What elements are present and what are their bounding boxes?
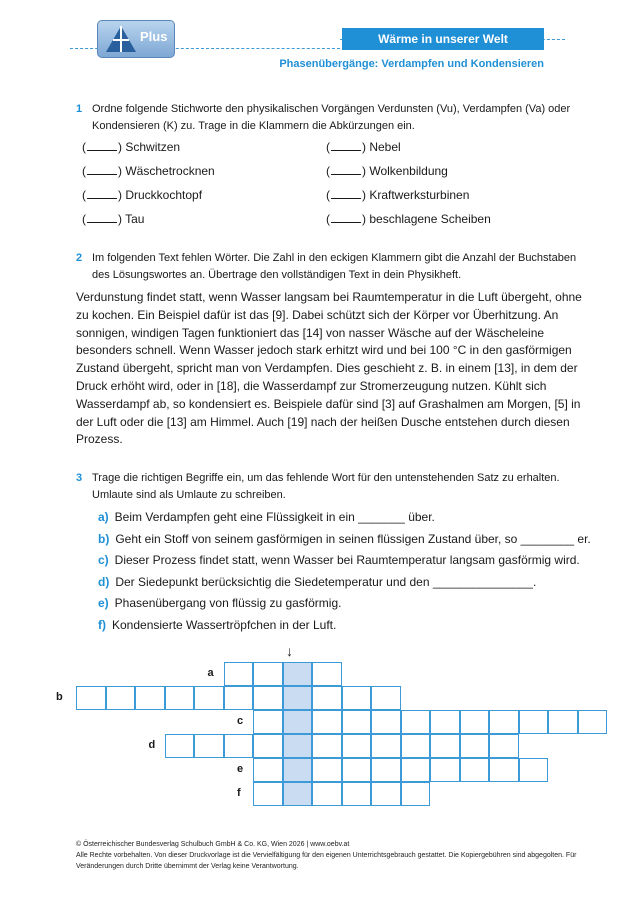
- task1-left-item: [82, 212, 144, 226]
- crossword-cell[interactable]: [342, 686, 372, 710]
- close-bracket: ): [118, 188, 126, 202]
- question-text: Der Siedepunkt berücksichtig die Siedetemperatur und den _______________.: [115, 574, 537, 589]
- task3-instruction-line2: Umlaute sind als Umlaute zu schreiben.: [92, 489, 286, 501]
- answer-blank[interactable]: [331, 188, 361, 199]
- crossword-cell[interactable]: [312, 782, 342, 806]
- plus-logo: [97, 20, 175, 58]
- crossword-cell[interactable]: [224, 734, 254, 758]
- question-letter: f): [98, 617, 106, 632]
- crossword-cell[interactable]: [342, 782, 372, 806]
- task3-question: [98, 510, 435, 524]
- crossword-cell[interactable]: [194, 686, 224, 710]
- crossword-cell[interactable]: [342, 758, 372, 782]
- task1-left-item: [82, 188, 202, 202]
- crossword-cell[interactable]: [135, 686, 165, 710]
- open-bracket: (: [82, 164, 86, 178]
- task1-left-item: [82, 164, 215, 178]
- open-bracket: (: [326, 140, 330, 154]
- solution-cell[interactable]: [283, 782, 313, 806]
- task3-question: [98, 618, 336, 632]
- question-letter: a): [98, 510, 109, 524]
- crossword-cell[interactable]: [460, 758, 490, 782]
- answer-blank[interactable]: [87, 188, 117, 199]
- task1-item-label: Wolkenbildung: [369, 164, 448, 178]
- crossword-cell[interactable]: [342, 734, 372, 758]
- crossword-cell[interactable]: [224, 686, 254, 710]
- crossword-cell[interactable]: [371, 782, 401, 806]
- open-bracket: (: [82, 212, 86, 226]
- footer-rights: Alle Rechte vorbehalten. Von dieser Druckvorlage ist die Vervielfältigung für den eigenen Unterrichtsgebrauch gestattet. Die Kopiergebühren sind abgegolten. Für: [76, 852, 577, 859]
- solution-cell[interactable]: [283, 662, 313, 686]
- triangle-logo-icon: [104, 24, 138, 54]
- open-bracket: (: [82, 188, 86, 202]
- task1-item-label: beschlagene Scheiben: [369, 212, 491, 226]
- footer: [76, 839, 596, 872]
- answer-blank[interactable]: [331, 212, 361, 223]
- crossword-row-label: a: [207, 667, 214, 679]
- crossword-row-label: c: [237, 715, 244, 727]
- crossword-row-label: e: [237, 763, 244, 775]
- crossword-cell[interactable]: [489, 734, 519, 758]
- task1-left-item: [82, 140, 180, 154]
- page-title: Wärme in unserer Welt: [342, 28, 544, 50]
- task3-question: [98, 553, 580, 567]
- close-bracket: ): [118, 212, 126, 226]
- crossword-cell[interactable]: [401, 710, 431, 734]
- task1-item-label: Tau: [125, 212, 145, 226]
- footer-copyright: © Österreichischer Bundesverlag Schulbuch GmbH & Co. KG, Wien 2026 | www.oebv.at: [76, 841, 350, 848]
- crossword-cell[interactable]: [224, 662, 254, 686]
- crossword-cell[interactable]: [519, 710, 549, 734]
- close-bracket: ): [362, 140, 370, 154]
- crossword-cell[interactable]: [312, 710, 342, 734]
- crossword-cell[interactable]: [165, 734, 195, 758]
- crossword-cell[interactable]: [401, 734, 431, 758]
- logo-label: Plus: [140, 29, 168, 44]
- crossword-cell[interactable]: [548, 710, 578, 734]
- solution-cell[interactable]: [283, 686, 313, 710]
- crossword-cell[interactable]: [430, 758, 460, 782]
- question-letter: e): [98, 596, 109, 610]
- crossword-cell[interactable]: [194, 734, 224, 758]
- task1-instruction-line2: Kondensieren (K) zu. Trage in die Klammern die Abkürzungen ein.: [92, 120, 415, 132]
- task3-instruction-line1: Trage die richtigen Begriffe ein, um das fehlende Wort für den untenstehenden Satz zu erhalten.: [92, 472, 560, 484]
- close-bracket: ): [362, 188, 370, 202]
- crossword-cell[interactable]: [489, 758, 519, 782]
- task2-instruction-line1: Im folgenden Text fehlen Wörter. Die Zahl in den eckigen Klammern gibt die Anzahl der Buchstaben: [92, 252, 577, 264]
- crossword-cell[interactable]: [253, 734, 283, 758]
- crossword-row-label: b: [56, 691, 63, 703]
- task3-instruction: [76, 470, 586, 501]
- task3-question: [98, 532, 591, 546]
- task1-item-label: Schwitzen: [125, 140, 181, 154]
- crossword-cell[interactable]: [401, 782, 431, 806]
- crossword-cell[interactable]: [253, 686, 283, 710]
- crossword-cell[interactable]: [253, 710, 283, 734]
- task3-question: [98, 575, 536, 589]
- task1-right-item: [326, 188, 469, 202]
- task1-right-item: [326, 164, 448, 178]
- footer-disclaimer: Veränderungen durch Dritte übernimmt der Verlag keine Verantwortung.: [76, 863, 299, 870]
- task3-question: [98, 596, 341, 610]
- crossword-cell[interactable]: [342, 710, 372, 734]
- task3-number: 3: [76, 472, 83, 484]
- crossword-cell[interactable]: [312, 758, 342, 782]
- question-text: Phasenübergang von flüssig zu gasförmig.: [114, 596, 342, 610]
- answer-blank[interactable]: [87, 140, 117, 151]
- close-bracket: ): [118, 140, 126, 154]
- crossword-cell[interactable]: [460, 734, 490, 758]
- close-bracket: ): [362, 164, 370, 178]
- solution-cell[interactable]: [283, 758, 313, 782]
- crossword-cell[interactable]: [371, 734, 401, 758]
- question-text: Dieser Prozess findet statt, wenn Wasser bei Raumtemperatur langsam gasförmig wird.: [114, 553, 580, 567]
- close-bracket: ): [118, 164, 126, 178]
- crossword-cell[interactable]: [519, 758, 549, 782]
- answer-blank[interactable]: [87, 212, 117, 223]
- task1-instruction: [76, 101, 586, 132]
- crossword-cell[interactable]: [312, 734, 342, 758]
- crossword-cell[interactable]: [371, 710, 401, 734]
- task1-right-item: [326, 212, 491, 226]
- crossword-cell[interactable]: [430, 710, 460, 734]
- answer-blank[interactable]: [87, 164, 117, 175]
- solution-cell[interactable]: [283, 710, 313, 734]
- question-letter: b): [98, 531, 110, 546]
- task1-item-label: Nebel: [369, 140, 401, 154]
- crossword-cell[interactable]: [371, 686, 401, 710]
- task1-item-label: Kraftwerksturbinen: [369, 188, 470, 202]
- close-bracket: ): [362, 212, 370, 226]
- crossword-cell[interactable]: [106, 686, 136, 710]
- question-letter: c): [98, 553, 109, 567]
- crossword-cell[interactable]: [165, 686, 195, 710]
- task2-instruction-line2: des Lösungswortes an. Übertrage den vollständigen Text in dein Physikheft.: [92, 269, 462, 281]
- open-bracket: (: [326, 212, 330, 226]
- question-text: Kondensierte Wassertröpfchen in der Luft.: [112, 617, 337, 632]
- question-letter: d): [98, 574, 110, 589]
- crossword-cell[interactable]: [312, 686, 342, 710]
- task2-instruction: [76, 250, 586, 281]
- task1-item-label: Wäschetrocknen: [125, 164, 215, 178]
- crossword-cell[interactable]: [401, 758, 431, 782]
- question-text: Geht ein Stoff von seinem gasförmigen in seinen flüssigen Zustand über, so ________ er.: [115, 531, 591, 546]
- crossword-row-label: f: [237, 787, 241, 799]
- crossword-cell[interactable]: [460, 710, 490, 734]
- task2-cloze-text: Verdunstung findet statt, wenn Wasser langsam bei Raumtemperatur in die Luft übergeht, ohne zu kochen. Ein Beispiel dafür ist das [9]. Dabei schützt sich der Körper vor Überhitzung. An sonnigen, windigen Tagen funktioniert das [14] von nasser Wäsche auf der Wäscheleine besonders schnell. Wenn Wasser jedoch stark erhitzt wird und bei 100 °C in den gasförmigen Zustand übergeht, spricht man von Verdampfen. Dies geschieht z. B. in einem [13], in dem der Druck erhöht wird, oder in [18], die Wasserdampf zur Stromerzeugung nutzen. Kühlt sich Wasserdampf ab, so kondensiert es. Beispiele dafür sind [3] auf Grashalmen am Morgen, [5] in der Luft oder die [13] am Himmel. Auch [19] nach der heißen Dusche entstehen durch diesen Prozess.: [76, 290, 582, 447]
- crossword-cell[interactable]: [253, 662, 283, 686]
- solution-cell[interactable]: [283, 734, 313, 758]
- task1-instruction-line1: Ordne folgende Stichworte den physikalischen Vorgängen Verdunsten (Vu), Verdampfen (Va) oder: [92, 103, 571, 115]
- open-bracket: (: [326, 188, 330, 202]
- crossword-cell[interactable]: [253, 782, 283, 806]
- task1-number: 1: [76, 103, 83, 115]
- crossword-cell[interactable]: [371, 758, 401, 782]
- open-bracket: (: [326, 164, 330, 178]
- crossword-cell[interactable]: [76, 686, 106, 710]
- task1-item-label: Druckkochtopf: [125, 188, 203, 202]
- answer-blank[interactable]: [331, 140, 361, 151]
- crossword-row-label: d: [148, 739, 156, 751]
- page-subtitle: Phasenübergänge: Verdampfen und Kondensieren: [279, 58, 544, 70]
- answer-blank[interactable]: [331, 164, 361, 175]
- task1-right-item: [326, 140, 401, 154]
- solution-arrow-icon: ↓: [286, 643, 293, 659]
- crossword-cell[interactable]: [312, 662, 342, 686]
- crossword-cell[interactable]: [430, 734, 460, 758]
- task2-number: 2: [76, 252, 83, 264]
- open-bracket: (: [82, 140, 86, 154]
- crossword-cell[interactable]: [253, 758, 283, 782]
- crossword-cell[interactable]: [578, 710, 608, 734]
- question-text: Beim Verdampfen geht eine Flüssigkeit in ein _______ über.: [114, 510, 435, 524]
- crossword-cell[interactable]: [489, 710, 519, 734]
